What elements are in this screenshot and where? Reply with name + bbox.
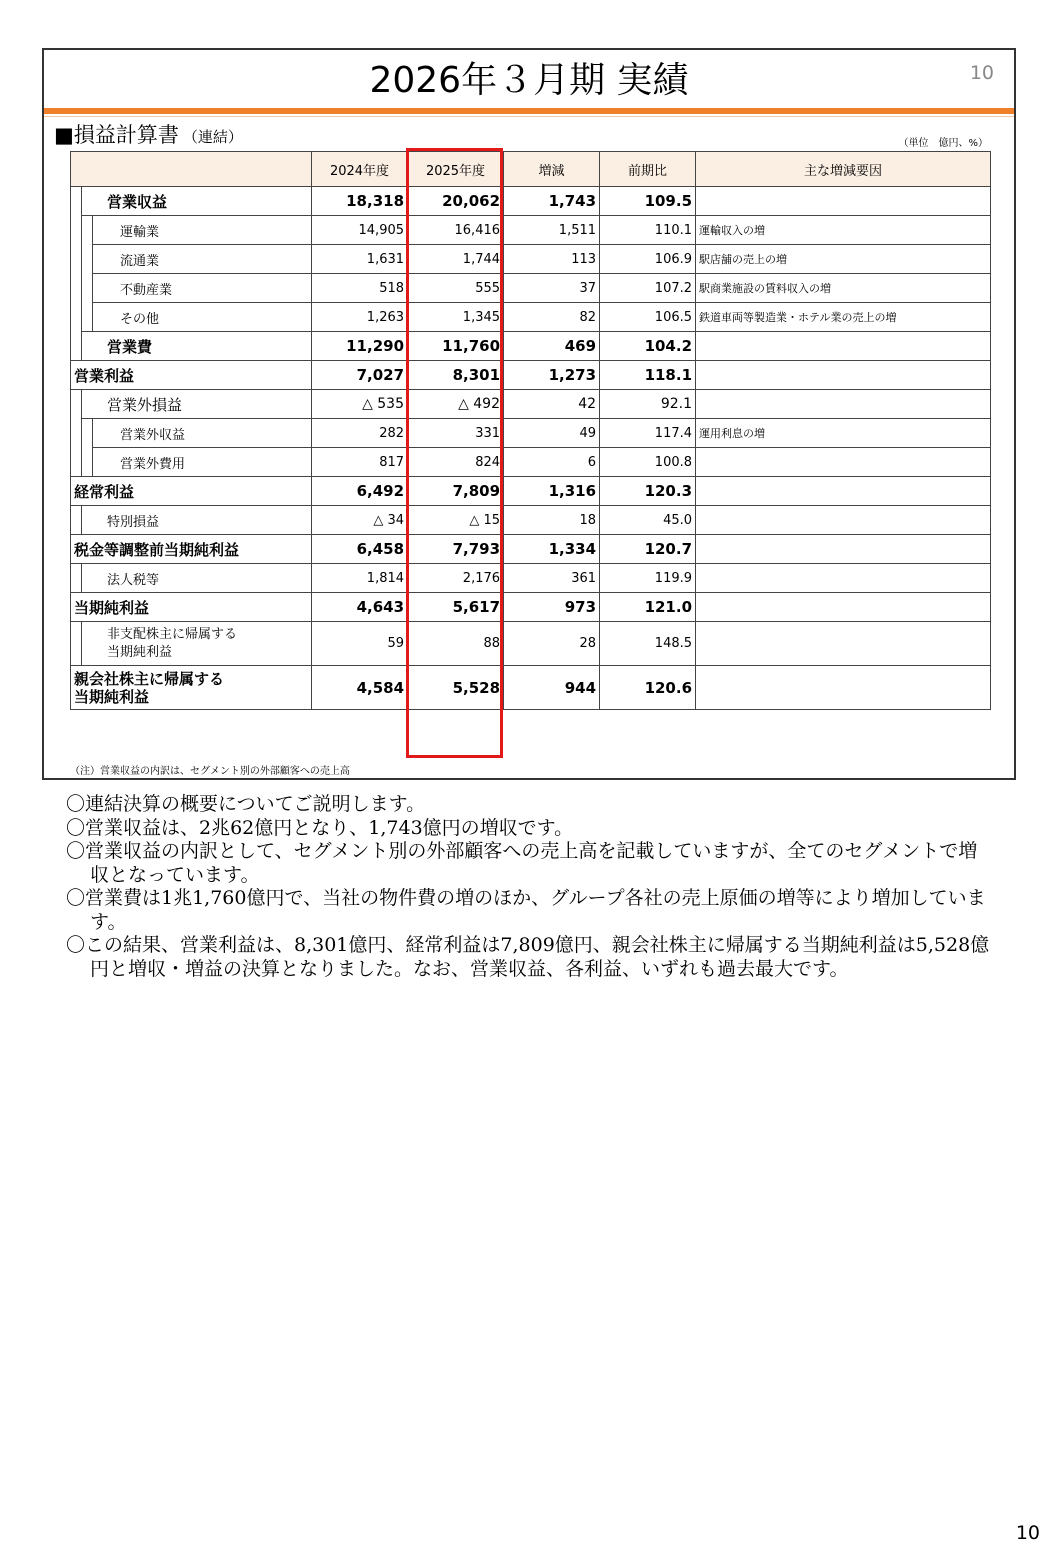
cell-ratio: 107.2 [600,274,696,303]
cell-diff: 1,743 [504,187,600,216]
cell-ratio: 106.5 [600,303,696,332]
row-label: 営業外費用 [93,448,312,477]
cell-reason: 運輸収入の増 [696,216,991,245]
cell-2024: 1,631 [312,245,408,274]
cell-2024: 282 [312,419,408,448]
table-row [71,535,991,564]
cell-diff: 973 [504,593,600,622]
row-label-line1: 親会社株主に帰属する [74,669,225,688]
cell-2025: 1,345 [408,303,504,332]
header-reason: 主な増減要因 [696,152,991,187]
cell-reason [696,361,991,390]
title-divider [44,108,1014,114]
table-row [71,506,991,535]
income-statement-table [70,151,991,710]
cell-2024: 11,290 [312,332,408,361]
row-label-line1: 非支配株主に帰属する [107,626,238,642]
table-row [71,448,991,477]
cell-diff: 82 [504,303,600,332]
cell-reason: 運用利息の増 [696,419,991,448]
cell-2024: 1,814 [312,564,408,593]
cell-ratio: 117.4 [600,419,696,448]
cell-2025: 8,301 [408,361,504,390]
cell-diff: 49 [504,419,600,448]
section-heading [54,120,243,152]
table-row [71,419,991,448]
cell-ratio: 120.3 [600,477,696,506]
cell-reason [696,390,991,419]
cell-2024: 6,492 [312,477,408,506]
cell-ratio: 120.6 [600,666,696,710]
cell-2025: 2,176 [408,564,504,593]
cell-reason: 鉄道車両等製造業・ホテル業の売上の増 [696,303,991,332]
note-paragraph: 〇連結決算の概要についてご説明します。 [66,793,426,815]
row-label-line2: 当期純利益 [74,687,150,706]
cell-diff: 42 [504,390,600,419]
cell-2025: 11,760 [408,332,504,361]
row-label: 不動産業 [93,274,312,303]
table-header-row [71,152,991,187]
cell-ratio: 45.0 [600,506,696,535]
cell-2025: 1,744 [408,245,504,274]
table-row [71,390,991,419]
cell-2025: △ 15 [408,506,504,535]
cell-2025: 7,793 [408,535,504,564]
cell-reason [696,666,991,710]
row-label: 経常利益 [71,477,312,506]
table-row [71,274,991,303]
cell-ratio: 148.5 [600,622,696,666]
cell-diff: 944 [504,666,600,710]
cell-reason [696,506,991,535]
row-label: 営業外収益 [93,419,312,448]
cell-ratio: 109.5 [600,187,696,216]
row-label: 流通業 [93,245,312,274]
table-row [71,622,991,666]
unit-note: （単位 億円、%） [898,138,988,149]
title-divider-thin [44,116,1014,117]
cell-diff: 361 [504,564,600,593]
cell-2025: △ 492 [408,390,504,419]
row-label: 運輸業 [93,216,312,245]
row-label: 営業費 [82,332,312,361]
cell-ratio: 104.2 [600,332,696,361]
cell-diff: 113 [504,245,600,274]
cell-reason: 駅商業施設の賃料収入の増 [696,274,991,303]
cell-diff: 1,316 [504,477,600,506]
cell-ratio: 121.0 [600,593,696,622]
cell-ratio: 110.1 [600,216,696,245]
table-row [71,216,991,245]
cell-diff: 18 [504,506,600,535]
slide-title: 2026年３月期 実績 [369,60,689,101]
cell-ratio: 92.1 [600,390,696,419]
cell-2024: 18,318 [312,187,408,216]
slide [42,48,1016,780]
cell-2024: △ 34 [312,506,408,535]
cell-2025: 555 [408,274,504,303]
cell-diff: 37 [504,274,600,303]
row-label: 営業収益 [82,187,312,216]
note-paragraph: 〇営業費は1兆1,760億円で、当社の物件費の増のほか、グループ各社の売上原価の増等により増加しています。 [66,887,986,933]
row-label-line2: 当期純利益 [107,644,173,660]
cell-diff: 1,334 [504,535,600,564]
cell-2025: 331 [408,419,504,448]
cell-diff: 1,273 [504,361,600,390]
cell-ratio: 119.9 [600,564,696,593]
cell-2024: △ 535 [312,390,408,419]
cell-2025: 7,809 [408,477,504,506]
header-ratio: 前期比 [600,152,696,187]
cell-2024: 518 [312,274,408,303]
cell-2024: 6,458 [312,535,408,564]
header-2025: 2025年度 [408,152,504,187]
cell-reason [696,477,991,506]
row-label: 特別損益 [82,506,312,535]
header-label [71,152,312,187]
cell-2025: 5,528 [408,666,504,710]
cell-reason [696,332,991,361]
cell-ratio: 118.1 [600,361,696,390]
table-row [71,303,991,332]
table-row [71,477,991,506]
section-subtitle: （連結） [182,128,243,146]
cell-ratio: 100.8 [600,448,696,477]
cell-2025: 88 [408,622,504,666]
note-paragraph: 〇営業収益の内訳として、セグメント別の外部顧客への売上高を記載していますが、全てのセグメントで増収となっています。 [66,840,978,886]
table-row [71,564,991,593]
cell-2024: 1,263 [312,303,408,332]
cell-ratio: 106.9 [600,245,696,274]
table-footnote: （注）営業収益の内訳は、セグメント別の外部顧客への売上高 [70,766,350,777]
cell-reason [696,564,991,593]
row-label: その他 [93,303,312,332]
header-diff: 増減 [504,152,600,187]
table-row [71,593,991,622]
cell-diff: 469 [504,332,600,361]
row-label: 当期純利益 [71,593,312,622]
cell-2025: 5,617 [408,593,504,622]
header-2024: 2024年度 [312,152,408,187]
cell-reason [696,622,991,666]
cell-reason [696,448,991,477]
page-number: 10 [1015,1522,1040,1544]
table-row [71,245,991,274]
table-row [71,666,991,710]
row-label: 法人税等 [82,564,312,593]
cell-diff: 28 [504,622,600,666]
cell-reason: 駅店舗の売上の増 [696,245,991,274]
speaker-notes [66,793,996,981]
cell-2025: 824 [408,448,504,477]
cell-2024: 14,905 [312,216,408,245]
slide-number: 10 [969,62,994,84]
cell-diff: 6 [504,448,600,477]
table-row [71,332,991,361]
cell-2024: 817 [312,448,408,477]
cell-ratio: 120.7 [600,535,696,564]
row-label: 税金等調整前当期純利益 [71,535,312,564]
cell-reason [696,593,991,622]
cell-2024: 59 [312,622,408,666]
cell-2024: 4,643 [312,593,408,622]
section-title: ■損益計算書 [54,123,179,147]
row-label [82,622,312,666]
row-label: 営業利益 [71,361,312,390]
note-paragraph: 〇営業収益は、2兆62億円となり、1,743億円の増収です。 [66,816,574,839]
cell-reason [696,535,991,564]
cell-2025: 16,416 [408,216,504,245]
cell-diff: 1,511 [504,216,600,245]
table-row [71,361,991,390]
cell-reason [696,187,991,216]
cell-2024: 7,027 [312,361,408,390]
cell-2025: 20,062 [408,187,504,216]
row-label: 営業外損益 [82,390,312,419]
row-label [71,666,312,710]
table-row [71,187,991,216]
cell-2024: 4,584 [312,666,408,710]
note-paragraph: 〇この結果、営業利益は、8,301億円、経常利益は7,809億円、親会社株主に帰属する当期純利益は5,528億円と増収・増益の決算となりました。なお、営業収益、各利益、いずれも過去最大です。 [66,934,990,980]
